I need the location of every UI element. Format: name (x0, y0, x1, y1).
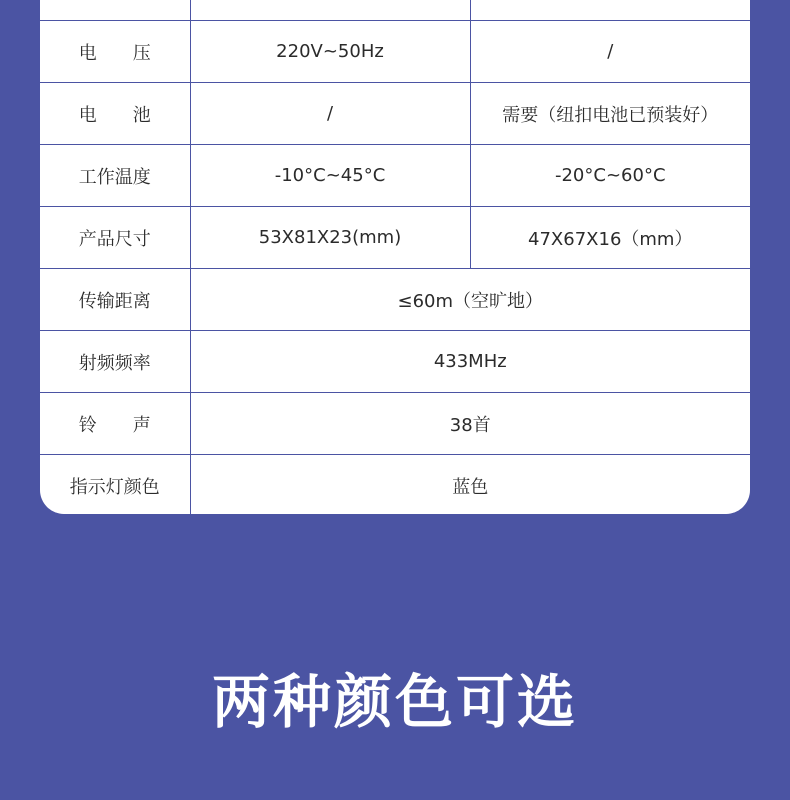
model-a-value (190, 0, 470, 21)
spec-table (40, 0, 750, 514)
model-a-value: -10°C~45°C (190, 145, 470, 207)
row-label: 指示灯颜色 (40, 455, 190, 515)
model-b-value: / (470, 21, 750, 83)
table-row-ringtones (40, 393, 750, 455)
model-a-value: 53X81X23(mm) (190, 207, 470, 269)
table-row-range (40, 269, 750, 331)
headline-two-colors: 两种颜色可选 (211, 668, 578, 736)
spec-table-card (40, 0, 750, 514)
table-row-indicator-color (40, 455, 750, 515)
table-row-voltage (40, 21, 750, 83)
row-label: 传输距离 (40, 269, 190, 331)
row-label: 产品尺寸 (40, 207, 190, 269)
table-row-temperature (40, 145, 750, 207)
table-row-size (40, 207, 750, 269)
row-label: 铃 声 (40, 393, 190, 455)
shared-value: ≤60m（空旷地） (190, 269, 750, 331)
model-a-value: / (190, 83, 470, 145)
shared-value: 38首 (190, 393, 750, 455)
table-row (40, 0, 750, 21)
model-b-value: 47X67X16（mm） (470, 207, 750, 269)
model-a-value: 220V~50Hz (190, 21, 470, 83)
table-row-frequency (40, 331, 750, 393)
shared-value: 433MHz (190, 331, 750, 393)
shared-value: 蓝色 (190, 455, 750, 515)
row-label: 电 池 (40, 83, 190, 145)
row-label: 工作温度 (40, 145, 190, 207)
model-b-value (470, 0, 750, 21)
model-b-value: 需要（纽扣电池已预装好） (470, 83, 750, 145)
row-label (40, 0, 190, 21)
table-row-battery (40, 83, 750, 145)
row-label: 电 压 (40, 21, 190, 83)
row-label: 射频频率 (40, 331, 190, 393)
model-b-value: -20°C~60°C (470, 145, 750, 207)
